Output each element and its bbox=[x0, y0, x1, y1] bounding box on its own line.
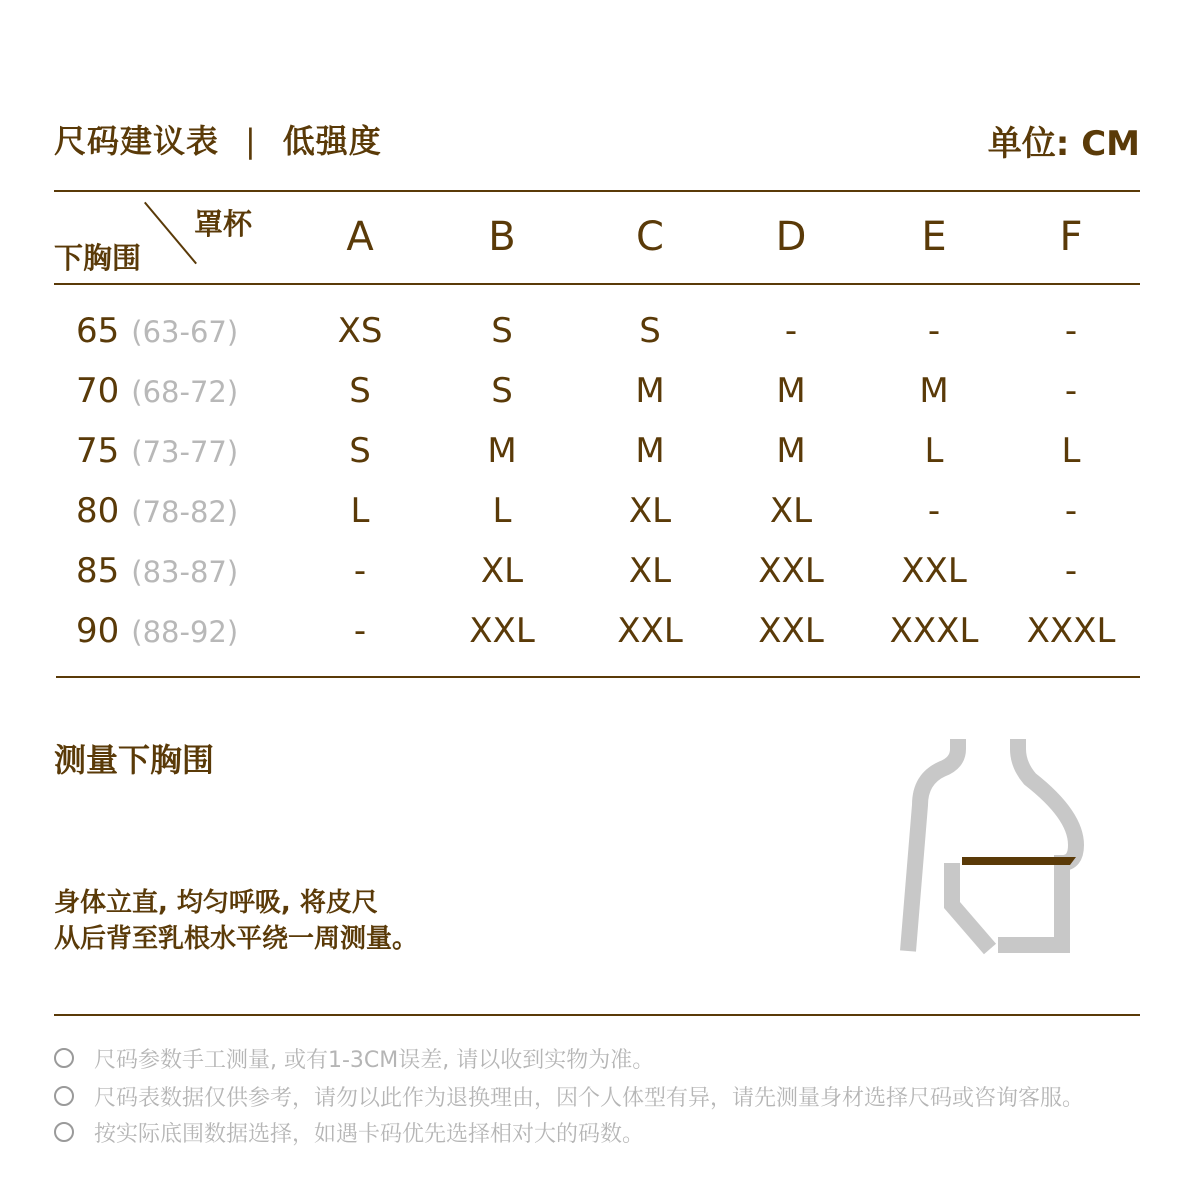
band-range: (83-87) bbox=[131, 555, 239, 589]
table-row-label bbox=[76, 371, 238, 411]
column-header-a: A bbox=[346, 214, 374, 260]
note-item bbox=[54, 1043, 654, 1074]
size-cell: - bbox=[1064, 491, 1078, 531]
circle-bullet-icon bbox=[54, 1086, 74, 1106]
size-cell: - bbox=[353, 611, 367, 651]
band-range: (78-82) bbox=[131, 495, 239, 529]
size-cell: L bbox=[350, 491, 370, 531]
size-cell: - bbox=[1064, 371, 1078, 411]
measure-tape-line bbox=[962, 857, 1076, 865]
size-cell: XXL bbox=[758, 611, 824, 651]
band-axis-label: 下胸围 bbox=[54, 241, 142, 275]
chart-title bbox=[54, 116, 382, 162]
size-cell: M bbox=[635, 371, 665, 411]
size-cell: M bbox=[635, 431, 665, 471]
note-item bbox=[54, 1117, 644, 1148]
size-cell: XL bbox=[628, 491, 672, 531]
size-cell: - bbox=[927, 491, 941, 531]
title-separator: | bbox=[245, 122, 257, 160]
circle-bullet-icon bbox=[54, 1048, 74, 1068]
torso-measure-icon bbox=[890, 735, 1090, 955]
column-header-c: C bbox=[636, 214, 664, 260]
size-cell: XXXL bbox=[1026, 611, 1116, 651]
size-cell: M bbox=[919, 371, 949, 411]
cup-axis-label: 罩杯 bbox=[194, 207, 253, 241]
size-cell: - bbox=[784, 311, 798, 351]
size-cell: XL bbox=[628, 551, 672, 591]
band-value: 75 bbox=[76, 431, 120, 471]
column-header-e: E bbox=[921, 214, 947, 260]
note-text: 尺码表数据仅供参考，请勿以此作为退换理由，因个人体型有异，请先测量身材选择尺码或咨询客服。 bbox=[94, 1086, 1085, 1111]
band-range: (88-92) bbox=[131, 615, 239, 649]
size-cell: L bbox=[924, 431, 944, 471]
band-range: (68-72) bbox=[131, 375, 239, 409]
column-header-d: D bbox=[775, 214, 807, 260]
band-value: 70 bbox=[76, 371, 120, 411]
intensity-label: 低强度 bbox=[282, 122, 382, 160]
band-value: 80 bbox=[76, 491, 120, 531]
measure-instructions bbox=[54, 885, 418, 957]
size-cell: S bbox=[639, 311, 661, 351]
column-header-b: B bbox=[488, 214, 516, 260]
column-header-f: F bbox=[1059, 214, 1083, 260]
note-text: 按实际底围数据选择，如遇卡码优先选择相对大的码数。 bbox=[94, 1122, 645, 1147]
measure-title: 测量下胸围 bbox=[54, 741, 215, 779]
band-range: (73-77) bbox=[131, 435, 239, 469]
table-row-label bbox=[76, 311, 238, 351]
table-row-label bbox=[76, 491, 238, 531]
note-text: 尺码参数手工测量, 或有1-3CM误差, 请以收到实物为准。 bbox=[94, 1048, 655, 1073]
band-value: 90 bbox=[76, 611, 120, 651]
size-cell: S bbox=[349, 431, 371, 471]
note-item bbox=[54, 1081, 1084, 1112]
size-cell: XXL bbox=[617, 611, 683, 651]
size-cell: L bbox=[492, 491, 512, 531]
corner-diagonal bbox=[144, 202, 197, 264]
table-bottom-rule bbox=[56, 676, 1140, 678]
table-row-label bbox=[76, 431, 238, 471]
size-cell: M bbox=[776, 431, 806, 471]
notes-divider bbox=[54, 1014, 1140, 1016]
size-cell: XL bbox=[480, 551, 524, 591]
band-value: 65 bbox=[76, 311, 120, 351]
measure-line-2: 从后背至乳根水平绕一周测量。 bbox=[54, 924, 419, 954]
size-cell: XXL bbox=[901, 551, 967, 591]
table-row-label bbox=[76, 611, 238, 651]
size-cell: - bbox=[1064, 311, 1078, 351]
size-cell: S bbox=[491, 371, 513, 411]
band-value: 85 bbox=[76, 551, 120, 591]
header-bottom-rule bbox=[54, 283, 1140, 285]
table-row-label bbox=[76, 551, 238, 591]
measure-line-1: 身体立直, 均匀呼吸, 将皮尺 bbox=[54, 888, 378, 918]
size-cell: M bbox=[776, 371, 806, 411]
size-cell: S bbox=[491, 311, 513, 351]
circle-bullet-icon bbox=[54, 1122, 74, 1142]
band-range: (63-67) bbox=[131, 315, 239, 349]
size-cell: M bbox=[487, 431, 517, 471]
size-cell: S bbox=[349, 371, 371, 411]
size-cell: XL bbox=[769, 491, 813, 531]
size-cell: - bbox=[1064, 551, 1078, 591]
size-cell: L bbox=[1061, 431, 1081, 471]
size-cell: - bbox=[927, 311, 941, 351]
title-text: 尺码建议表 bbox=[54, 122, 220, 160]
size-cell: XXXL bbox=[889, 611, 979, 651]
table-top-rule bbox=[54, 190, 1140, 192]
size-cell: XXL bbox=[469, 611, 535, 651]
unit-label: 单位: CM bbox=[987, 124, 1140, 164]
size-cell: XXL bbox=[758, 551, 824, 591]
size-cell: - bbox=[353, 551, 367, 591]
size-cell: XS bbox=[337, 311, 383, 351]
